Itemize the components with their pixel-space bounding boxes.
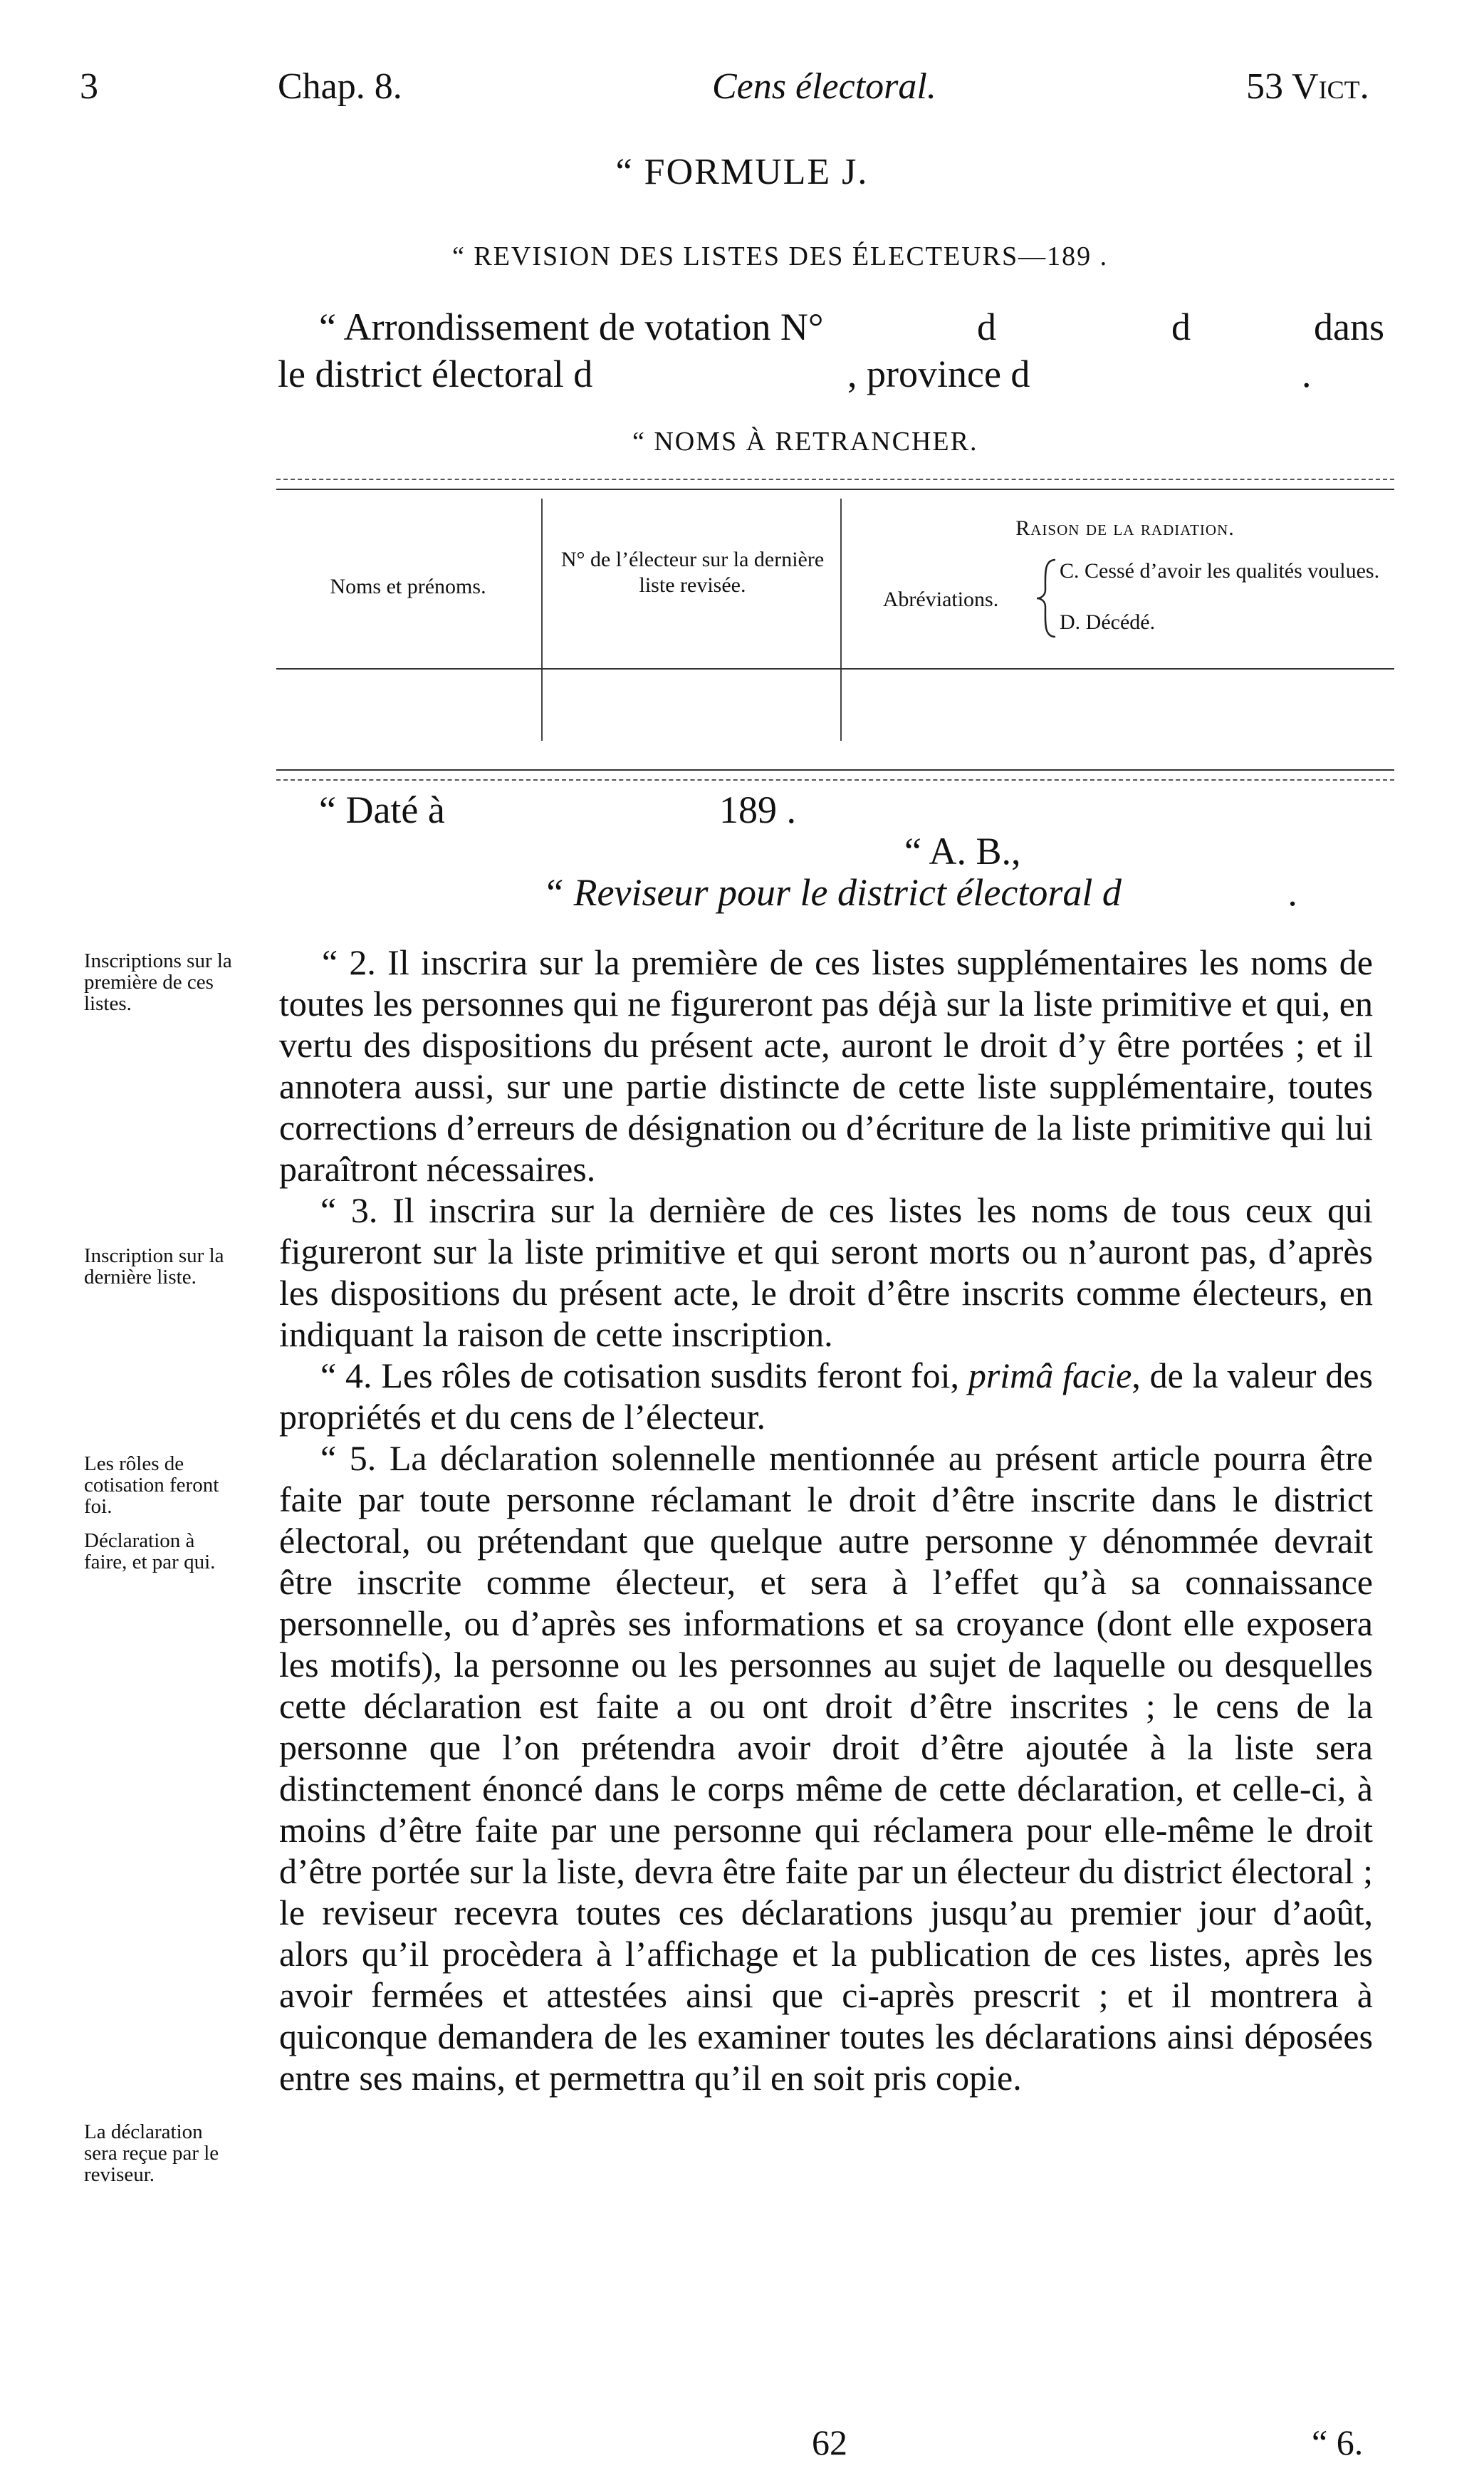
curly-brace-icon bbox=[1034, 557, 1058, 640]
abbrev-d: D. Décédé. bbox=[1060, 610, 1156, 634]
col-header-number: N° de l’électeur sur la dernière liste revisée. bbox=[560, 548, 825, 597]
reviseur-label: “ Reviseur pour le district électoral d bbox=[543, 871, 1122, 914]
folio-number: 62 bbox=[812, 2422, 847, 2462]
regnal-year: 53 Vict. bbox=[1246, 66, 1369, 107]
paragraph-4-italic: primâ facie bbox=[968, 1355, 1132, 1395]
sidenote-inscriptions: Inscriptions sur la première de ces listes. bbox=[84, 949, 232, 1015]
table-col-divider-1 bbox=[541, 499, 543, 741]
arrondissement-blank-1: d bbox=[977, 306, 996, 348]
table-header-rule bbox=[276, 668, 1394, 670]
catchword: “ 6. bbox=[1312, 2422, 1364, 2462]
col-header-reason: Raison de la radiation. bbox=[1015, 516, 1235, 540]
table-col-divider-2 bbox=[840, 499, 842, 741]
noms-a-retrancher: “ NOMS À RETRANCHER. bbox=[632, 427, 978, 457]
paragraph-4-end: , de la valeur des propriétés et du cens de l’électeur. bbox=[279, 1355, 1373, 1437]
province-label: , province d bbox=[847, 353, 1030, 395]
paragraph-4-start: “ 4. Les rôles de cotisation susdits feront foi, bbox=[320, 1355, 959, 1395]
body-text bbox=[279, 942, 1373, 2098]
reviseur-period: . bbox=[1287, 871, 1297, 914]
abbreviations-label: Abréviations. bbox=[882, 588, 999, 611]
chapter-label: Chap. 8. bbox=[278, 66, 402, 107]
paragraph-3: “ 3. Il inscrira sur la dernière de ces listes les noms de tous ceux qui figureront sur la liste primitive et qui seront morts ou n’auront pas, d’après les dispositions du présent acte, le droit d’être inscrits comme électeurs, en indiquant la raison de cette inscription. bbox=[279, 1190, 1373, 1354]
arrondissement-label: “ Arrondissement de votation N° bbox=[319, 306, 824, 348]
running-title: Cens électoral. bbox=[712, 66, 936, 107]
sidenote-reviseur: La déclaration sera reçue par le reviseur. bbox=[84, 2120, 219, 2186]
district-label: le district électoral d bbox=[278, 353, 593, 395]
arrondissement-blank-2: d bbox=[1171, 306, 1191, 348]
table-top-rule-2 bbox=[276, 489, 1394, 490]
form-title: “ FORMULE J. bbox=[615, 152, 869, 192]
table-bottom-rule-2 bbox=[276, 779, 1394, 781]
abbrev-c: C. Cessé d’avoir les qualités voulues. bbox=[1060, 559, 1380, 583]
reviseur-line bbox=[543, 870, 1297, 915]
date-label: “ Daté à bbox=[319, 788, 445, 831]
arrondissement-dans: dans bbox=[1314, 306, 1384, 348]
page-number-left: 3 bbox=[80, 66, 98, 107]
col-header-names: Noms et prénoms. bbox=[330, 575, 486, 598]
paragraph-5: “ 5. La déclaration solennelle mentionnée au présent article pourra être faite par toute personne réclamant le droit d’être inscrite dans le district électoral, ou prétendant que quelque autre personne y dénommée devrait être inscrite comme électeur, et sera à l’effet qu’à sa connaissance personnelle, ou d’après ses informations et sa croyance (dont elle exposera les motifs), la personne ou les personnes au sujet de laquelle ou desquelles cette déclaration est faite a ou ont droit d’être inscrites ; le cens de la personne que l’on prétendra avoir droit d’être ajoutée à la liste sera distinctement énoncé dans le corps même de cette déclaration, et celle-ci, à moins d’être faite par une personne qui réclamera pour elle-même le droit d’être portée sur la liste, devra être faite par un électeur du district électoral ; le reviseur recevra toutes ces déclarations jusqu’au premier jour d’août, alors qu’il procèdera à l’affichage et la publication de ces listes, après les avoir fermées et attestées ainsi que ci-après prescrit ; et il montrera à quiconque demandera de les examiner toutes les déclarations ainsi déposées entre ses mains, et permettra qu’il en soit pris copie. bbox=[279, 1438, 1373, 2098]
table-top-rule bbox=[276, 479, 1394, 480]
signature: “ A. B., bbox=[904, 830, 1021, 873]
sidenote-declaration: Déclaration à faire, et par qui. bbox=[84, 1529, 216, 1573]
province-period: . bbox=[1302, 353, 1312, 395]
paragraph-4 bbox=[279, 1355, 1373, 1437]
sidenote-inscription-derniere: Inscription sur la dernière liste. bbox=[84, 1244, 224, 1289]
paragraph-2: “ 2. Il inscrira sur la première de ces listes supplémentaires les noms de toutes les personnes qui ne figureront pas déjà sur la liste primitive et qui, en vertu des dispositions du présent acte, auront le droit d’y être portées ; et il annotera aussi, sur une partie distincte de cette liste supplémentaire, toutes corrections d’erreurs de désignation ou d’écriture de la liste primitive qui lui paraîtront nécessaires. bbox=[279, 942, 1373, 1189]
sidenote-roles: Les rôles de cotisation feront foi. bbox=[84, 1452, 219, 1518]
table-bottom-rule bbox=[276, 769, 1394, 771]
form-heading: “ REVISION DES LISTES DES ÉLECTEURS—189 . bbox=[452, 241, 1109, 271]
date-year: 189 . bbox=[719, 788, 796, 831]
